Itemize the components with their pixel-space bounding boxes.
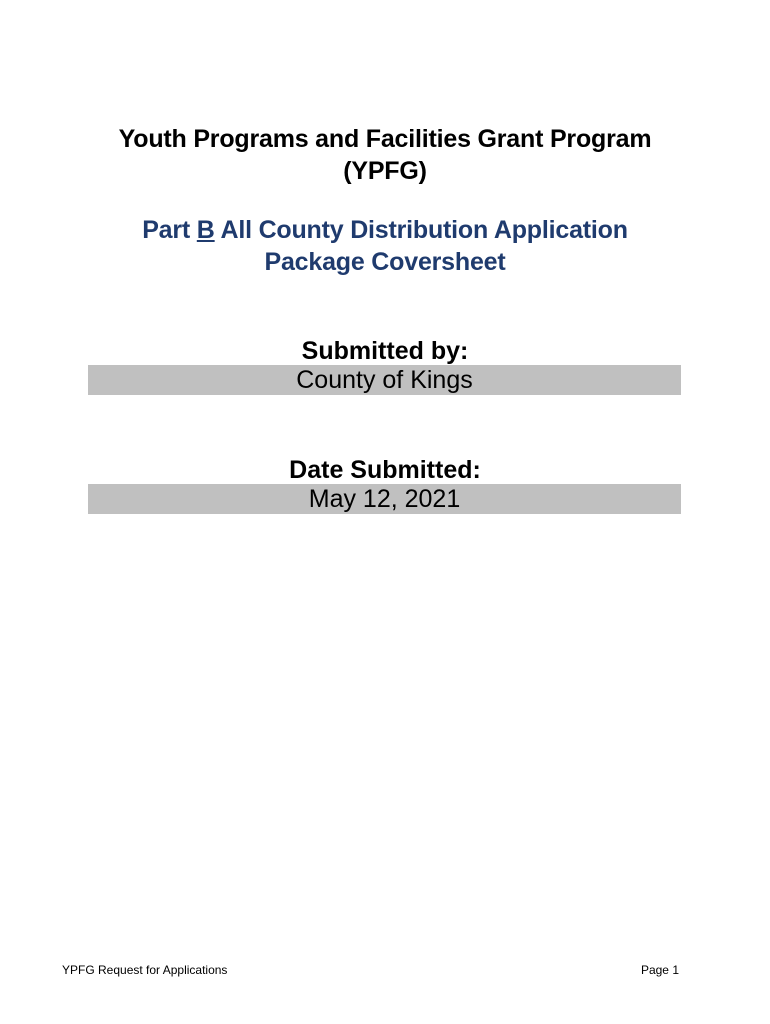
date-submitted-label: Date Submitted: [289, 456, 481, 484]
date-submitted-field[interactable]: May 12, 2021 [88, 484, 681, 514]
subtitle-line1-rest: All County Distribution Application [214, 216, 628, 244]
document-title: Youth Programs and Facilities Grant Program [118, 125, 652, 153]
footer-document-name: YPFG Request for Applications [62, 963, 228, 977]
submitted-by-field[interactable]: County of Kings [88, 365, 681, 395]
subtitle-part-prefix: Part [142, 216, 197, 244]
subtitle-part-letter: B [196, 216, 215, 244]
submitted-by-label: Submitted by: [301, 337, 469, 365]
document-subtitle [0, 214, 770, 246]
document-subtitle-line2: Package Coversheet [264, 248, 506, 276]
document-title-acronym: (YPFG) [343, 157, 427, 185]
footer-page-number: Page 1 [640, 963, 679, 977]
